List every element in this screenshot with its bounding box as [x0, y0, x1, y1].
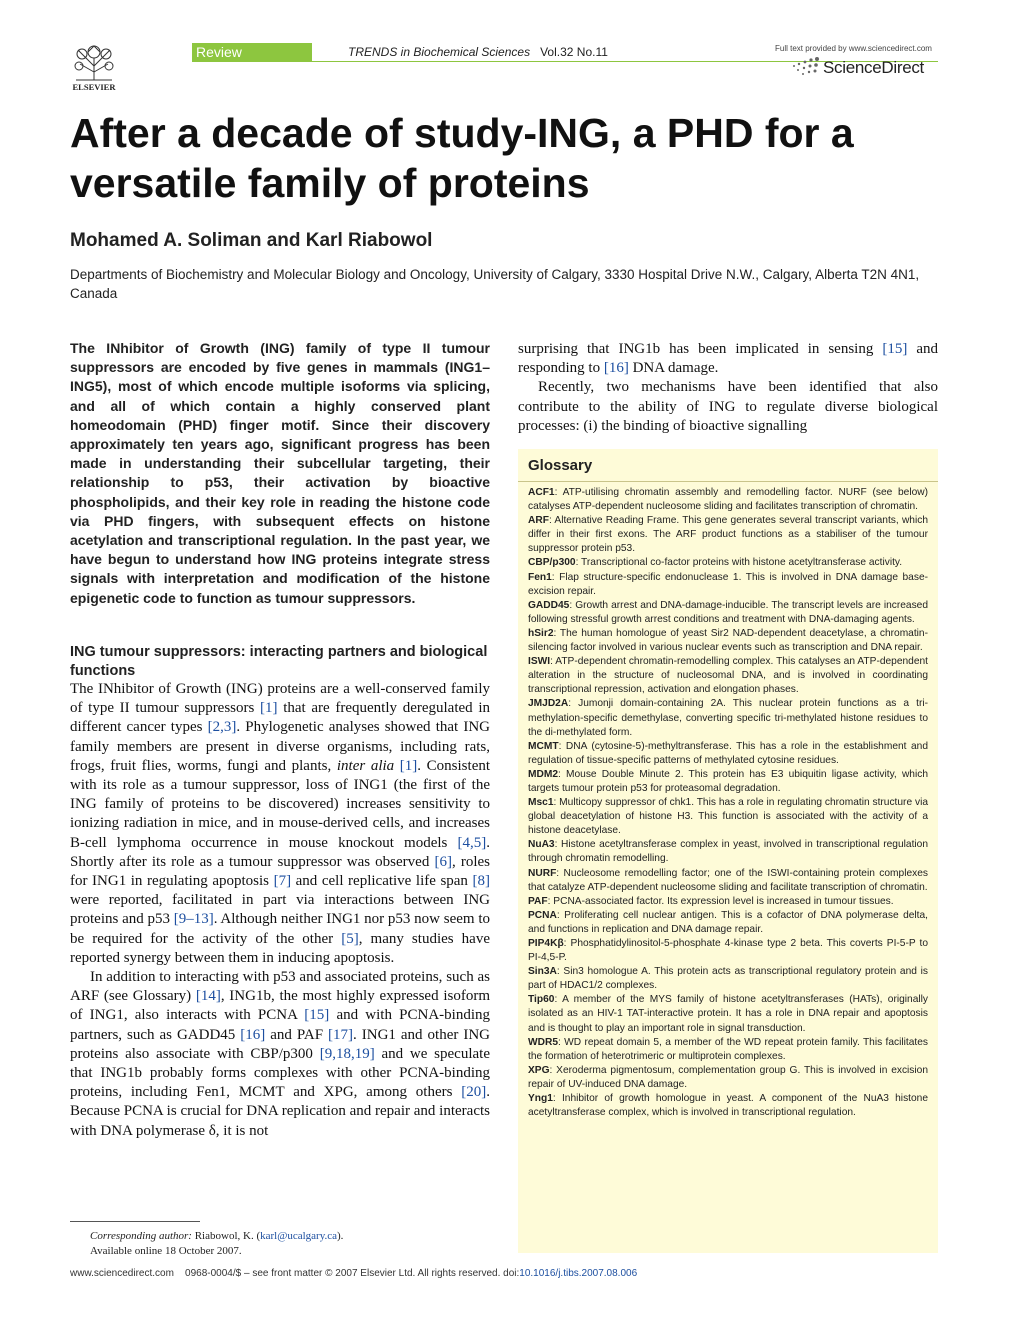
available-online: Available online 18 October 2007. [90, 1245, 242, 1257]
glossary-definition: : WD repeat domain 5, a member of the WD repeat protein family. This facilitates the formation of heterotrimeric or multiprotein complexes. [528, 1036, 928, 1062]
citation-link[interactable]: [15] [882, 341, 908, 357]
elsevier-logo [70, 44, 118, 94]
section-tab-review: Review [192, 43, 312, 61]
glossary-entry [528, 1036, 928, 1064]
glossary-definition: : Nucleosome remodelling factor; one of the ISWI-containing protein complexes that catalyze ATP-dependent nucleosome sliding and facilitate transcription of chromatin. [528, 867, 928, 893]
glossary-definition: : Sin3 homologue A. This protein acts as transcriptional regulatory protein and is part of HDAC1/2 complexes. [528, 966, 928, 992]
glossary-definition: : Multicopy suppressor of chk1. This has a role in regulating chromatin structure via global deacetylation of histone H3. This function is associated with the activity of a histone deacetylase. [528, 797, 928, 837]
doi-link[interactable]: 10.1016/j.tibs.2007.08.006 [519, 1268, 638, 1279]
glossary-term: ACF1 [528, 487, 555, 498]
glossary-definition: : Transcriptional co-factor proteins with histone acetyltransferase activity. [575, 557, 903, 569]
citation-link[interactable]: [6] [434, 853, 452, 870]
glossary-definition: : ATP-dependent chromatin-remodelling complex. This catalyses an ATP-dependent alteration in the structure of nucleosomal DNA, and is involved in coordinating transcriptional repression, activation and elongation phases. [528, 656, 928, 696]
glossary-term: PIP4Kβ [528, 938, 564, 949]
body-text-right-column [518, 340, 938, 436]
glossary-entry [528, 740, 928, 768]
glossary-entry [528, 867, 928, 895]
glossary-entry [528, 937, 928, 965]
glossary-definition: : Xeroderma pigmentosum, complementation group G. This is involved in excision repair of UV-induced DNA damage. [528, 1064, 928, 1090]
journal-name: TRENDS in Biochemical Sciences [348, 45, 531, 59]
glossary-entry [528, 909, 928, 937]
glossary-list [528, 486, 928, 1120]
glossary-term: MCMT [528, 740, 559, 752]
glossary-term: CBP/p300 [528, 557, 576, 569]
glossary-term: Tip60 [528, 994, 555, 1006]
fulltext-note[interactable]: Full text provided by www.sciencedirect.com [775, 44, 932, 53]
glossary-term: ISWI [528, 656, 551, 668]
glossary-entry [528, 571, 928, 599]
citation-link[interactable]: [15] [304, 1007, 330, 1024]
glossary-term: GADD45 [528, 599, 570, 611]
glossary-term: XPG [528, 1064, 550, 1076]
journal-header [348, 45, 608, 59]
footnote: Corresponding author: Riabowol, K. (karl@ucalgary.ca). Available online 18 October 2007. [90, 1230, 344, 1257]
glossary-definition: : Phosphatidylinositol-5-phosphate 4-kinase type 2 beta. This coverts PI-5-P to PI-4,5-P. [528, 938, 928, 964]
glossary-title: Glossary [528, 457, 593, 474]
glossary-entry [528, 697, 928, 739]
glossary-entry [528, 1092, 928, 1120]
glossary-entry [528, 838, 928, 866]
page-footer [70, 1268, 637, 1279]
glossary-definition: : Mouse Double Minute 2. This protein has E3 ubiquitin ligase activity, which targets tumour protein p53 for proteasomal degradation. [528, 768, 928, 794]
sciencedirect-logo: ScienceDirect [823, 58, 924, 77]
glossary-definition: : Alternative Reading Frame. This gene generates several transcript variants, which differ in their first exons. The ARF product functions as a stabiliser of the tumour suppressor protein p53. [528, 515, 928, 555]
glossary-term: NURF [528, 867, 557, 879]
glossary-term: PCNA [528, 909, 557, 921]
article-title: After a decade of study-ING, a PHD for a versatile family of proteins [70, 110, 854, 206]
glossary-entry [528, 627, 928, 655]
glossary-entry [528, 1064, 928, 1092]
elsevier-wordmark: ELSEVIER [72, 82, 116, 92]
sciencedirect-dots-icon [790, 56, 820, 76]
glossary-term: MDM2 [528, 768, 558, 780]
glossary-definition: : PCNA-associated factor. Its expression level is increased in tumour tissues. [547, 895, 894, 907]
glossary-definition: : DNA (cytosine-5)-methyltransferase. This has a role in the establishment and regulation of tissue-specific patterns of methylated cytosine residues. [528, 740, 928, 766]
glossary-entry [528, 514, 928, 556]
citation-link[interactable]: [5] [341, 930, 359, 947]
glossary-definition: : ATP-utilising chromatin assembly and remodelling factor. NURF (see below) catalyses ATP-dependent nucleosome sliding and facilitates transcription of chromatin. [528, 487, 928, 513]
glossary-definition: : Proliferating cell nuclear antigen. This is a cofactor of DNA polymerase delta, and functions in replication and DNA damage repair. [528, 909, 928, 935]
glossary-term: NuA3 [528, 839, 555, 851]
glossary-term: WDR5 [528, 1036, 558, 1048]
glossary-term: Sin3A [528, 966, 557, 978]
journal-volume: Vol.32 No.11 [540, 45, 608, 59]
glossary-term: Msc1 [528, 797, 554, 809]
glossary-entry [528, 599, 928, 627]
author-email-link[interactable]: karl@ucalgary.ca [260, 1230, 338, 1242]
glossary-definition: : The human homologue of yeast Sir2 NAD-dependent deacetylase, a chromatin-silencing factor involved in various nuclear events such as transcription and DNA repair. [528, 627, 928, 654]
footer-site[interactable]: www.sciencedirect.com [70, 1268, 174, 1279]
glossary-definition: : A member of the MYS family of histone acetyltransferases (HATs), originally isolated as an HIV-1 TAT-interactive protein. It has a role in DNA repair and apoptosis and is thought to play an important role in signal transduction. [528, 994, 928, 1034]
citation-link[interactable]: [17] [328, 1026, 354, 1043]
glossary-definition: : Jumonji domain-containing 2A. This nuclear protein functions as a tri-methylation-specific demethylase, converting specific tri-methylated histone residues to the di-methylated form. [528, 698, 928, 738]
citation-link[interactable]: [16] [603, 360, 629, 377]
author-affiliation: Departments of Biochemistry and Molecular Biology and Oncology, University of Calgary, 3330 Hospital Drive N.W., Calgary, Alberta T2N 4N1, Canada [70, 267, 920, 301]
citation-link[interactable]: [14] [195, 988, 221, 1005]
glossary-definition: : Inhibitor of growth homologue in yeast. A component of the NuA3 histone acetyltransferase complex, which is involved in transcriptional regulation. [528, 1093, 928, 1119]
glossary-definition: : Growth arrest and DNA-damage-inducible. The transcript levels are increased following stressful growth arrest conditions and treatment with DNA-damaging agents. [528, 599, 928, 625]
glossary-entry [528, 486, 928, 514]
citation-link[interactable]: [20] [461, 1084, 487, 1101]
body-paragraph-4: Recently, two mechanisms have been identified that also contribute to the ability of ING to regulate diverse biological processes: (i) the binding of bioactive signalling [518, 379, 938, 434]
body-paragraph-2: In addition to interacting with p53 and associated proteins, such as ARF (see Glossary) [14], ING1b, the most highly expressed isoform of ING1, also interacts with PCNA [15] and with PCNA-binding partners, such as GADD45 [16] and PAF [17]. ING1 and other ING proteins also associate with CBP/p300 [9,18,19] and we speculate that ING1b probably forms complexes with other PCNA-binding proteins, including Fen1, MCMT and XPG, among others [20]. Because PCNA is crucial for DNA replication and repair and interacts with DNA polymerase δ, it is not [70, 969, 490, 1139]
body-paragraph-1: The INhibitor of Growth (ING) proteins are a well-conserved family of type II tumour suppressors [1] that are frequently deregulated in different cancer types [2,3]. Phylogenetic analyses showed that ING family members are present in diverse organisms, including rats, frogs, fruit flies, worms, fungi and plants, inter alia [1]. Consistent with its role as a tumour suppressor, loss of ING1 (the first of the ING family of proteins to be discovered) increases sensitivity to ionizing radiation in mice, and in mouse-derived cells, and increases B-cell lymphoma occurrence in mouse knockout models [4,5]. Shortly after its role as a tumour suppressor was observed [6], roles for ING1 in regulating apoptosis [7] and cell replicative life span [8] were reported, facilitated in part via interactions between ING proteins and p53 [9–13]. Although neither ING1 nor p53 now seem to be required for the activity of the other [5], many studies have reported synergy between them in inducing apoptosis. [70, 681, 491, 966]
glossary-term: hSir2 [528, 627, 554, 639]
citation-link[interactable]: [9–13] [173, 911, 214, 928]
footnote-label: Corresponding author: [90, 1230, 192, 1242]
glossary-entry [528, 796, 928, 838]
body-paragraph-3: surprising that ING1b has been implicated in sensing [15] and responding to [16] DNA damage. [518, 341, 938, 377]
glossary-entry [528, 993, 928, 1035]
abstract: The INhibitor of Growth (ING) family of type II tumour suppressors are encoded by five genes in mammals (ING1–ING5), most of which encode multiple isoforms via splicing, and all of which contain a highly conserved plant homeodomain (PHD) finger motif. Since their discovery approximately ten years ago, significant progress has been made in understanding their subcellular targeting, their relationship to p53, their activation by bioactive phospholipids, and their key role in reading the histone code via PHD fingers, with subsequent effects on histone acetylation and transcriptional regulation. In the past year, we have begun to understand how ING proteins integrate stress signals with interpretation and modification of the histone epigenetic code to function as tumour suppressors. [70, 340, 490, 606]
citation-link[interactable]: [4,5] [457, 834, 487, 851]
glossary-term: Yng1 [528, 1093, 553, 1105]
citation-link[interactable]: [16] [240, 1026, 266, 1043]
citation-link[interactable]: [7] [273, 873, 292, 890]
footer-issn: 0968-0004/$ – see front matter © 2007 Elsevier Ltd. All rights reserved. doi: [185, 1268, 520, 1279]
glossary-term: Fen1 [528, 571, 552, 583]
citation-link[interactable]: [2,3] [207, 719, 237, 736]
citation-link[interactable]: [8] [472, 873, 490, 890]
glossary-definition: : Histone acetyltransferase complex in yeast, involved in transcriptional regulation through chromatin remodelling. [528, 839, 928, 865]
glossary-entry [528, 965, 928, 993]
section-heading: ING tumour suppressors: interacting partners and biological functions [70, 644, 488, 679]
glossary-entry [528, 556, 928, 570]
glossary-term: JMJD2A [528, 698, 569, 710]
citation-link[interactable]: [9,18,19] [319, 1045, 375, 1062]
body-text-left-column [70, 680, 490, 1141]
citation-link[interactable]: [1] [399, 757, 418, 774]
glossary-term: PAF [528, 895, 548, 907]
citation-link[interactable]: [1] [260, 700, 278, 717]
glossary-rule [518, 481, 938, 482]
footnote-rule [70, 1221, 200, 1222]
glossary-definition: : Flap structure-specific endonuclease 1. This is involved in DNA damage base-excision repair. [528, 571, 928, 597]
glossary-term: ARF [528, 515, 549, 527]
article-authors: Mohamed A. Soliman and Karl Riabowol [70, 230, 433, 251]
glossary-entry [528, 655, 928, 697]
glossary-entry [528, 895, 928, 909]
glossary-entry [528, 768, 928, 796]
